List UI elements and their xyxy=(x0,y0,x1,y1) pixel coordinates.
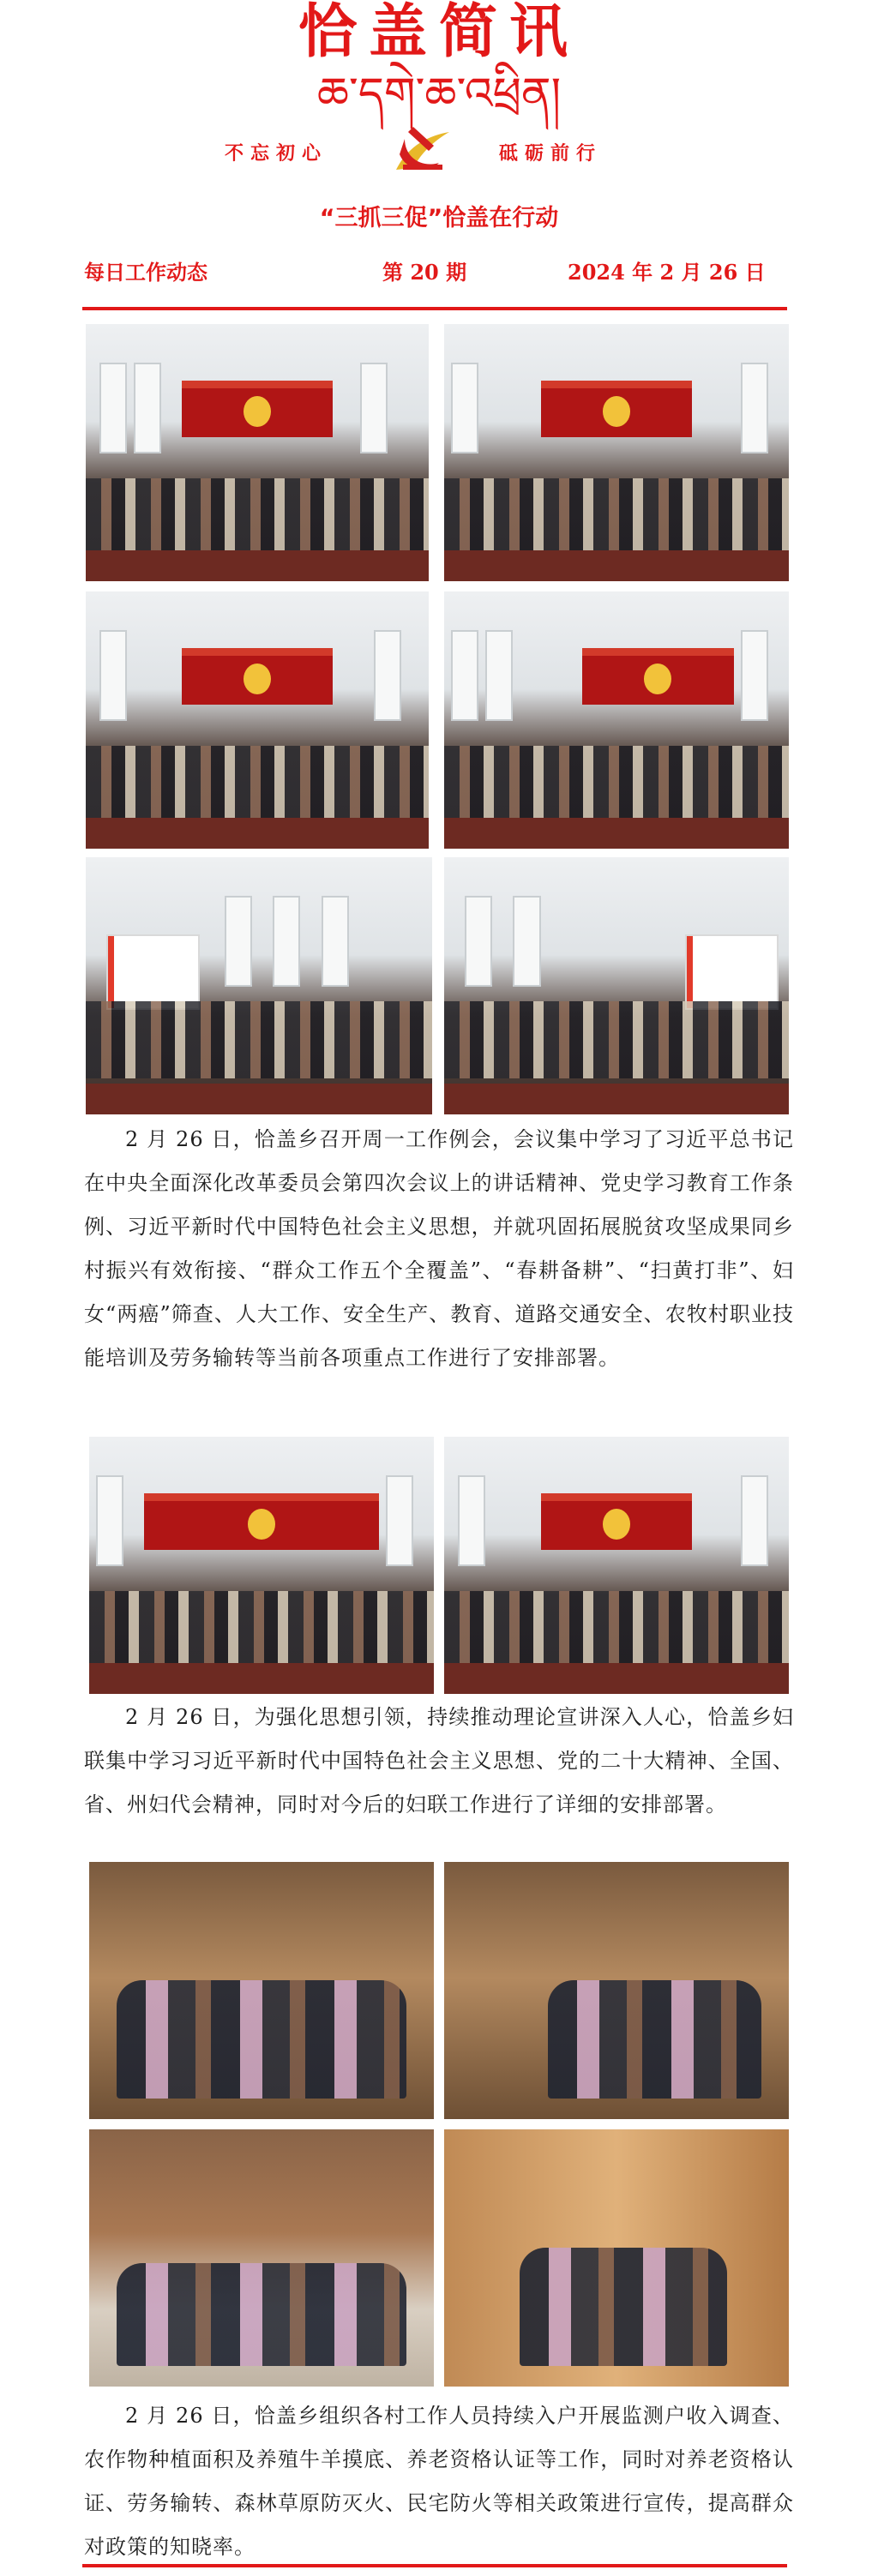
household-visit-photo-1 xyxy=(89,1862,434,2119)
newsletter-title: 恰盖简讯 xyxy=(298,0,580,66)
newsletter-subtitle: “三抓三促”恰盖在行动 xyxy=(319,205,559,231)
women-federation-photo-2 xyxy=(444,1437,789,1694)
footer-divider xyxy=(82,2564,787,2567)
household-visit-photo-4 xyxy=(444,2129,789,2387)
meeting-photo-1 xyxy=(86,324,429,581)
article-paragraph-2: 2 月 26 日，为强化思想引领，持续推动理论宣讲深入人心，恰盖乡妇联集中学习习近平新时代中国特色社会主义思想、党的二十大精神、全国、省、州妇代会精神，同时对今后的妇联工作进行了详细的安排部署。 xyxy=(84,1705,794,1816)
meeting-photo-5 xyxy=(86,857,432,1114)
issue-date: 2024 年 2 月 26 日 xyxy=(568,260,766,285)
header-divider xyxy=(82,307,787,310)
tibetan-title: ཆ་དགེ་ཆ་འཕྲིན། xyxy=(316,69,562,120)
slogan-left: 不忘初心 xyxy=(225,142,328,165)
household-visit-photo-3 xyxy=(89,2129,434,2387)
slogan-right: 砥砺前行 xyxy=(499,142,603,165)
meeting-photo-4 xyxy=(444,591,789,849)
meeting-photo-6 xyxy=(444,857,789,1114)
meeting-photo-2 xyxy=(444,324,789,581)
article-paragraph-3: 2 月 26 日，恰盖乡组织各村工作人员持续入户开展监测户收入调查、农作物种植面积及养殖牛羊摸底、养老资格认证等工作，同时对养老资格认证、劳务输转、森林草原防灭火、民宅防火等相关政策进行宣传，提高群众对政策的知晓率。 xyxy=(84,2404,794,2559)
party-emblem-icon xyxy=(388,120,458,180)
women-federation-photo-1 xyxy=(89,1437,434,1694)
household-visit-photo-2 xyxy=(444,1862,789,2119)
meeting-photo-3 xyxy=(86,591,429,849)
section-label: 每日工作动态 xyxy=(84,260,207,285)
article-paragraph-1: 2 月 26 日，恰盖乡召开周一工作例会，会议集中学习了习近平总书记在中央全面深化改革委员会第四次会议上的讲话精神、党史学习教育工作条例、习近平新时代中国特色社会主义思想，并就巩固拓展脱贫攻坚成果同乡村振兴有效衔接、“群众工作五个全覆盖”、“春耕备耕”、“扫黄打非”、妇女“两癌”筛查、人大工作、安全生产、教育、道路交通安全、农牧村职业技能培训及劳务输转等当前各项重点工作进行了安排部署。 xyxy=(84,1127,794,1370)
issue-number: 第 20 期 xyxy=(382,260,467,285)
